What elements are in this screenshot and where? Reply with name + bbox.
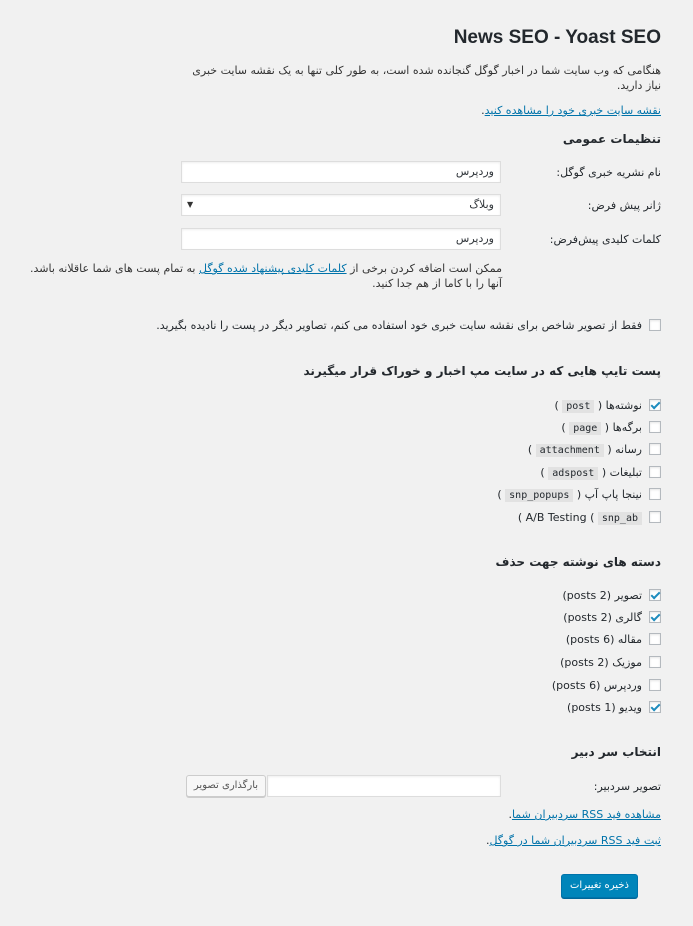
google-suggested-keywords-link[interactable]: کلمات کلیدی پیشنهاد شده گوگل: [198, 262, 347, 275]
category-label: گالری (2 posts): [563, 610, 642, 624]
editors-heading: انتخاب سر دبیر: [571, 745, 661, 759]
sitemap-link-line: نقشه سایت خبری خود را مشاهده کنید.: [481, 104, 661, 117]
category-checkbox[interactable]: [649, 701, 661, 713]
post-type-row: نینجا پاپ آپ ( snp_popups ): [497, 486, 661, 502]
category-label: وردپرس (6 posts): [551, 678, 642, 692]
publication-name-label: نام نشریه خبری گوگل:: [556, 166, 661, 179]
page-description: [181, 63, 661, 93]
post-type-row: برگه‌ها ( page ): [561, 419, 661, 435]
category-checkbox[interactable]: [649, 611, 661, 623]
category-label: موزیک (2 posts): [560, 655, 642, 669]
save-changes-button[interactable]: ذخیره تغییرات: [561, 874, 638, 898]
post-type-slug: adspost: [548, 467, 598, 480]
post-type-slug: post: [562, 400, 594, 413]
page-title: News SEO - Yoast SEO: [453, 27, 661, 48]
publication-name-input[interactable]: وردپرس: [181, 161, 501, 183]
post-type-checkbox-post[interactable]: [649, 399, 661, 411]
post-type-row: رسانه ( attachment ): [528, 441, 661, 457]
dropdown-arrow-icon: ▼: [187, 200, 194, 209]
category-row: [563, 587, 662, 603]
category-checkbox[interactable]: [649, 656, 661, 668]
category-checkbox[interactable]: [649, 679, 661, 691]
default-genre-label: ژانر پیش فرض:: [587, 199, 661, 212]
post-type-row: A/B Testing ( snp_ab ): [518, 509, 661, 525]
upload-image-button[interactable]: بارگذاری تصویر: [186, 775, 266, 797]
post-type-slug: page: [569, 422, 601, 435]
post-type-checkbox-page[interactable]: [649, 421, 661, 433]
featured-image-only-label: فقط از تصویر شاخص برای نقشه سایت خبری خود استفاده می کنم، تصاویر دیگر در پست را نادیده بگیرید.: [156, 318, 642, 332]
post-type-slug: snp_ab: [598, 512, 642, 525]
view-sitemap-link[interactable]: نقشه سایت خبری خود را مشاهده کنید: [484, 104, 661, 117]
rss-view-line: مشاهده فید RSS سردبیران شما.: [508, 808, 661, 821]
description-text: هنگامی که وب سایت شما در اخبار گوگل گنجانده شده است، به طور کلی تنها به یک نقشه سایت خبری نیاز دارید.: [192, 64, 661, 92]
featured-image-only-checkbox[interactable]: [649, 319, 661, 331]
default-genre-select[interactable]: [181, 194, 501, 216]
rss-submit-line: ثبت فید RSS سردبیران شما در گوگل.: [485, 834, 661, 847]
category-checkbox[interactable]: [649, 633, 661, 645]
post-type-slug: attachment: [536, 444, 604, 457]
post-type-row: نوشته‌ها ( post ): [554, 397, 661, 413]
post-type-checkbox-snp-popups[interactable]: [649, 488, 661, 500]
default-keywords-input[interactable]: وردپرس: [181, 228, 501, 250]
category-row: [567, 699, 661, 715]
post-type-checkbox-attachment[interactable]: [649, 443, 661, 455]
post-type-row: تبلیغات ( adspost ): [540, 464, 661, 480]
category-label: ویدیو (1 posts): [567, 700, 642, 714]
post-type-checkbox-adspost[interactable]: [649, 466, 661, 478]
view-editors-rss-link[interactable]: مشاهده فید RSS سردبیران شما: [511, 808, 661, 821]
category-row: [566, 631, 661, 647]
post-type-checkbox-snp-ab[interactable]: [649, 511, 661, 523]
category-row: [563, 609, 661, 625]
featured-image-only-row: [156, 317, 661, 333]
category-label: مقاله (6 posts): [565, 632, 642, 646]
category-row: [560, 654, 661, 670]
keywords-note: ممکن است اضافه کردن برخی از کلمات کلیدی پیشنهاد شده گوگل به تمام پست های شما عاقلانه باشد. آنها را با کاما از هم جدا کنید.: [30, 262, 502, 290]
post-type-slug: snp_popups: [505, 489, 573, 502]
post-types-heading: پست تایپ هایی که در سایت مپ اخبار و خوراک قرار میگیرند: [303, 364, 661, 378]
category-row: [552, 677, 661, 693]
submit-editors-rss-link[interactable]: ثبت فید RSS سردبیران شما در گوگل: [489, 834, 661, 847]
category-checkbox[interactable]: [649, 589, 661, 601]
category-label: تصویر (2 posts): [562, 588, 642, 602]
editor-image-input[interactable]: [267, 775, 501, 797]
default-genre-value: وبلاگ: [469, 198, 494, 211]
editor-image-label: تصویر سردبیر:: [593, 780, 661, 793]
default-keywords-label: کلمات کلیدی پیش‌فرض:: [549, 233, 661, 246]
general-settings-heading: تنظیمات عمومی: [562, 132, 661, 146]
exclude-categories-heading: دسته های نوشته جهت حذف: [495, 555, 661, 569]
